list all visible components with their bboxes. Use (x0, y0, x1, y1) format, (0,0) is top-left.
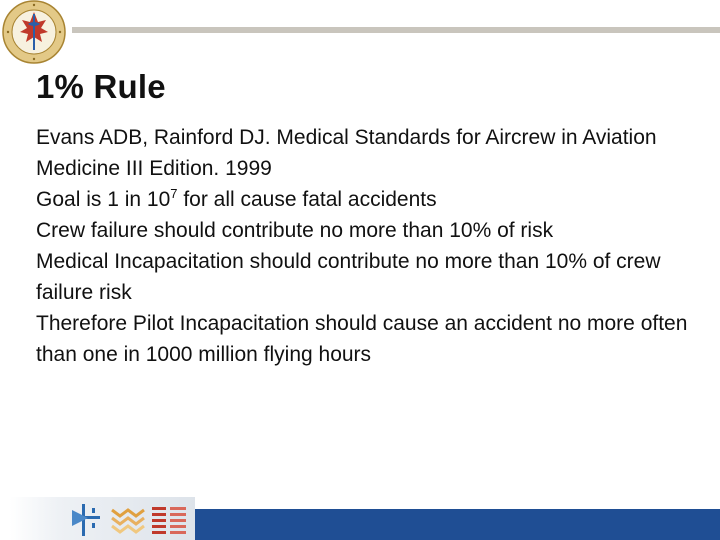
goal-text-end: for all cause fatal accidents (177, 188, 437, 211)
slide-title: 1% Rule (36, 68, 166, 105)
header-divider-bar (72, 27, 720, 33)
body-line-pilot-incapacitation: Therefore Pilot Incapacitation should cause an accident no more often than one in 1000 million flying hours (36, 312, 688, 366)
waves-icon (108, 502, 148, 538)
body-line-medical-incapacitation: Medical Incapacitation should contribute no more than 10% of crew failure risk (36, 250, 661, 304)
striped-blocks-icon (150, 503, 190, 537)
slide-body (36, 122, 696, 370)
goal-exponent: 7 (170, 186, 178, 201)
goal-text-start: Goal is 1 in 10 (36, 188, 171, 211)
footer-blue-band (195, 509, 720, 540)
aircraft-runway-icon (70, 502, 106, 538)
body-line-goal (36, 184, 696, 215)
body-line-crew-failure: Crew failure should contribute no more than 10% of risk (36, 219, 554, 242)
body-line-reference: Evans ADB, Rainford DJ. Medical Standards for Aircrew in Aviation Medicine III Edition. 1999 (36, 126, 657, 180)
aviation-medicine-emblem-icon (0, 0, 72, 64)
